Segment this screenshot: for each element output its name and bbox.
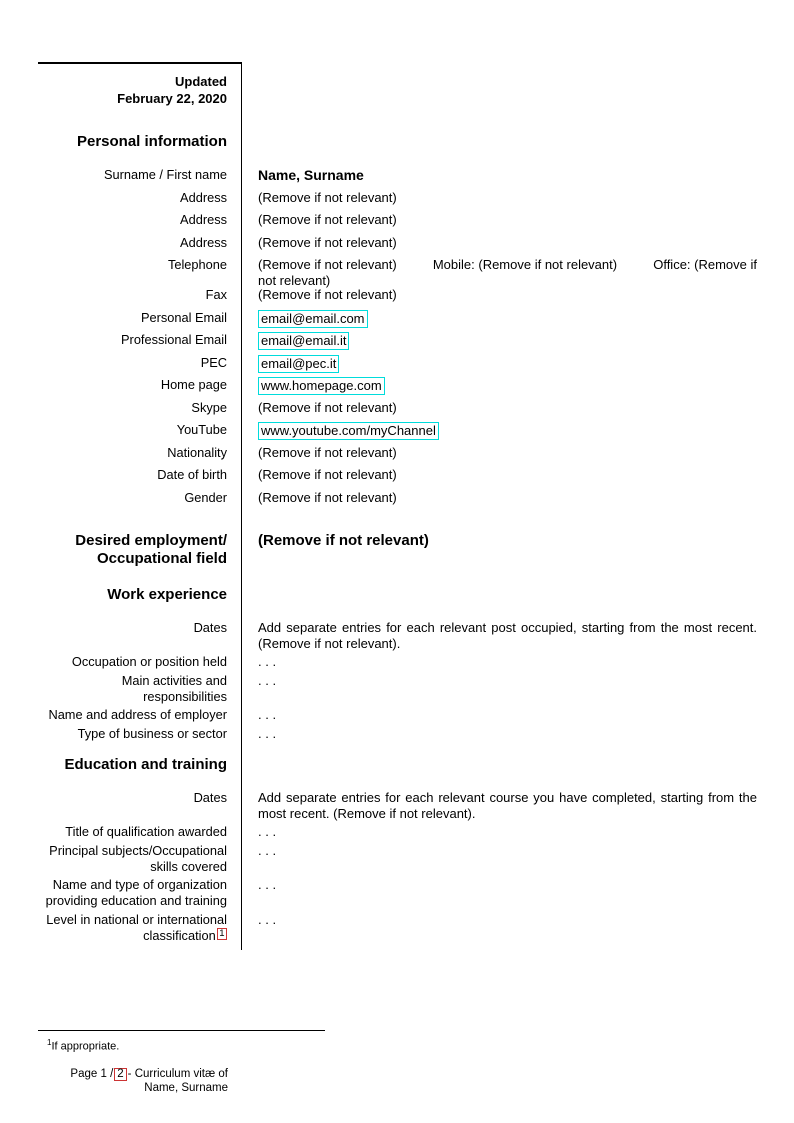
row-date-of-birth — [38, 467, 757, 483]
telephone-label: Telephone — [167, 257, 227, 272]
organization-label-line1: Name and type of organization — [52, 877, 227, 892]
address-label: Address — [180, 212, 227, 227]
organization-label-line2: providing education and training — [45, 893, 227, 908]
footnote-text: If appropriate. — [51, 1040, 120, 1053]
qualification-title-label: Title of qualification awarded — [65, 824, 227, 839]
row-work-dates — [38, 620, 757, 652]
homepage-label: Home page — [160, 377, 227, 392]
main-activities-value: . . . — [258, 672, 277, 688]
main-activities-label-line2: responsibilities — [143, 688, 227, 704]
row-youtube — [38, 422, 757, 440]
telephone-value — [258, 257, 757, 289]
homepage-link[interactable]: www.homepage.com — [258, 377, 385, 395]
work-experience-heading-row — [38, 586, 757, 604]
fax-value: (Remove if not relevant) — [258, 287, 397, 302]
row-address-1 — [38, 190, 757, 206]
personal-email-link[interactable]: email@email.com — [258, 310, 368, 328]
nationality-value: (Remove if not relevant) — [258, 444, 397, 460]
page-number-suffix: - Curriculum vitæ of — [127, 1068, 228, 1080]
updated-block — [38, 74, 757, 107]
desired-employment-heading-line1: Desired employment/ — [75, 531, 227, 549]
row-education-dates — [38, 790, 757, 822]
footnote-ref-link[interactable]: 1 — [217, 928, 227, 940]
row-address-2 — [38, 212, 757, 228]
level-classification-value: . . . — [258, 911, 277, 927]
row-organization — [38, 877, 757, 909]
row-homepage — [38, 377, 757, 395]
education-heading: Education and training — [64, 755, 227, 773]
row-address-3 — [38, 235, 757, 251]
telephone-value-line1 — [258, 257, 757, 273]
row-occupation — [38, 654, 757, 670]
row-qualification-title — [38, 824, 757, 840]
youtube-label: YouTube — [176, 422, 227, 437]
telephone-home: (Remove if not relevant) — [258, 257, 397, 272]
telephone-office: Office: (Remove if — [653, 257, 757, 272]
education-heading-row — [38, 756, 757, 774]
footnote-marker: 1 — [47, 1038, 52, 1047]
page-number-prefix: Page 1 / — [70, 1068, 114, 1080]
personal-info-heading: Personal information — [76, 133, 227, 150]
page-footer — [38, 1068, 228, 1095]
work-dates-label: Dates — [193, 619, 227, 635]
row-skype — [38, 400, 757, 416]
desired-employment-value: (Remove if not relevant) — [258, 531, 429, 549]
principal-subjects-label-line2: skills covered — [150, 858, 227, 874]
employer-value: . . . — [258, 707, 277, 722]
personal-email-label: Personal Email — [140, 309, 227, 325]
row-principal-subjects — [38, 843, 757, 875]
personal-info-heading-row — [38, 133, 757, 151]
cv-body — [38, 62, 757, 946]
professional-email-link[interactable]: email@email.it — [258, 332, 349, 350]
page-total-link[interactable]: 2 — [114, 1068, 126, 1081]
row-employer — [38, 707, 757, 723]
employer-label: Name and address of employer — [48, 707, 227, 722]
organization-value: . . . — [258, 877, 277, 892]
fax-label: Fax — [205, 287, 227, 302]
education-dates-value: Add separate entries for each relevant course you have completed, starting from the most recent. (Remove if not relevant). — [258, 789, 757, 821]
work-dates-value: Add separate entries for each relevant post occupied, starting from the most recent. (Remove if not relevant). — [258, 619, 757, 651]
date-of-birth-value: (Remove if not relevant) — [258, 467, 397, 482]
business-sector-value: . . . — [258, 725, 277, 741]
address-label: Address — [180, 234, 227, 250]
row-professional-email — [38, 332, 757, 350]
updated-label — [38, 74, 227, 107]
row-surname — [38, 167, 757, 183]
business-sector-label: Type of business or sector — [77, 725, 227, 741]
row-main-activities — [38, 673, 757, 705]
page-footer-line1 — [38, 1068, 228, 1082]
work-experience-heading: Work experience — [107, 585, 227, 603]
level-classification-label — [38, 912, 227, 944]
gender-value: (Remove if not relevant) — [258, 489, 397, 505]
level-classification-label-line2: classification 1 — [38, 928, 227, 944]
row-level-classification — [38, 912, 757, 944]
row-fax — [38, 287, 757, 303]
qualification-title-value: . . . — [258, 824, 277, 839]
main-activities-label-line1: Main activities and — [121, 672, 227, 688]
desired-employment-heading-line2: Occupational field — [96, 549, 227, 567]
address-value: (Remove if not relevant) — [258, 212, 397, 227]
row-nationality — [38, 445, 757, 461]
organization-label — [38, 877, 227, 909]
professional-email-label: Professional Email — [121, 332, 227, 347]
skype-value: (Remove if not relevant) — [258, 399, 397, 415]
address-value: (Remove if not relevant) — [258, 189, 397, 205]
level-classification-label-line1: Level in national or international — [46, 911, 227, 927]
education-dates-label: Dates — [193, 789, 227, 805]
footnote — [47, 1036, 119, 1054]
pec-label: PEC — [200, 354, 227, 370]
pec-link[interactable]: email@pec.it — [258, 355, 339, 373]
principal-subjects-value: . . . — [258, 842, 277, 858]
row-personal-email — [38, 310, 757, 328]
occupation-value: . . . — [258, 654, 277, 669]
gender-label: Gender — [184, 489, 227, 505]
cv-content — [38, 62, 757, 944]
row-pec — [38, 355, 757, 373]
address-label: Address — [180, 189, 227, 205]
row-gender — [38, 490, 757, 506]
desired-employment-heading — [38, 532, 227, 568]
row-business-sector — [38, 726, 757, 742]
updated-word: Updated — [175, 74, 227, 89]
skype-label: Skype — [191, 399, 227, 415]
page-footer-name: Name, Surname — [144, 1081, 228, 1094]
row-desired-employment — [38, 532, 757, 568]
telephone-mobile: Mobile: (Remove if not relevant) — [432, 257, 618, 272]
footnote-rule — [38, 1030, 325, 1031]
occupation-label: Occupation or position held — [71, 654, 227, 669]
updated-date: February 22, 2020 — [117, 90, 227, 106]
address-value: (Remove if not relevant) — [258, 234, 397, 250]
youtube-link[interactable]: www.youtube.com/myChannel — [258, 422, 439, 440]
row-telephone — [38, 257, 757, 289]
telephone-value-line2: not relevant) — [258, 273, 331, 288]
date-of-birth-label: Date of birth — [157, 467, 227, 482]
surname-label: Surname / First name — [103, 167, 227, 182]
principal-subjects-label — [38, 843, 227, 875]
principal-subjects-label-line1: Principal subjects/Occupational — [49, 842, 227, 858]
main-activities-label — [38, 673, 227, 705]
surname-value: Name, Surname — [258, 167, 364, 183]
nationality-label: Nationality — [167, 444, 227, 460]
